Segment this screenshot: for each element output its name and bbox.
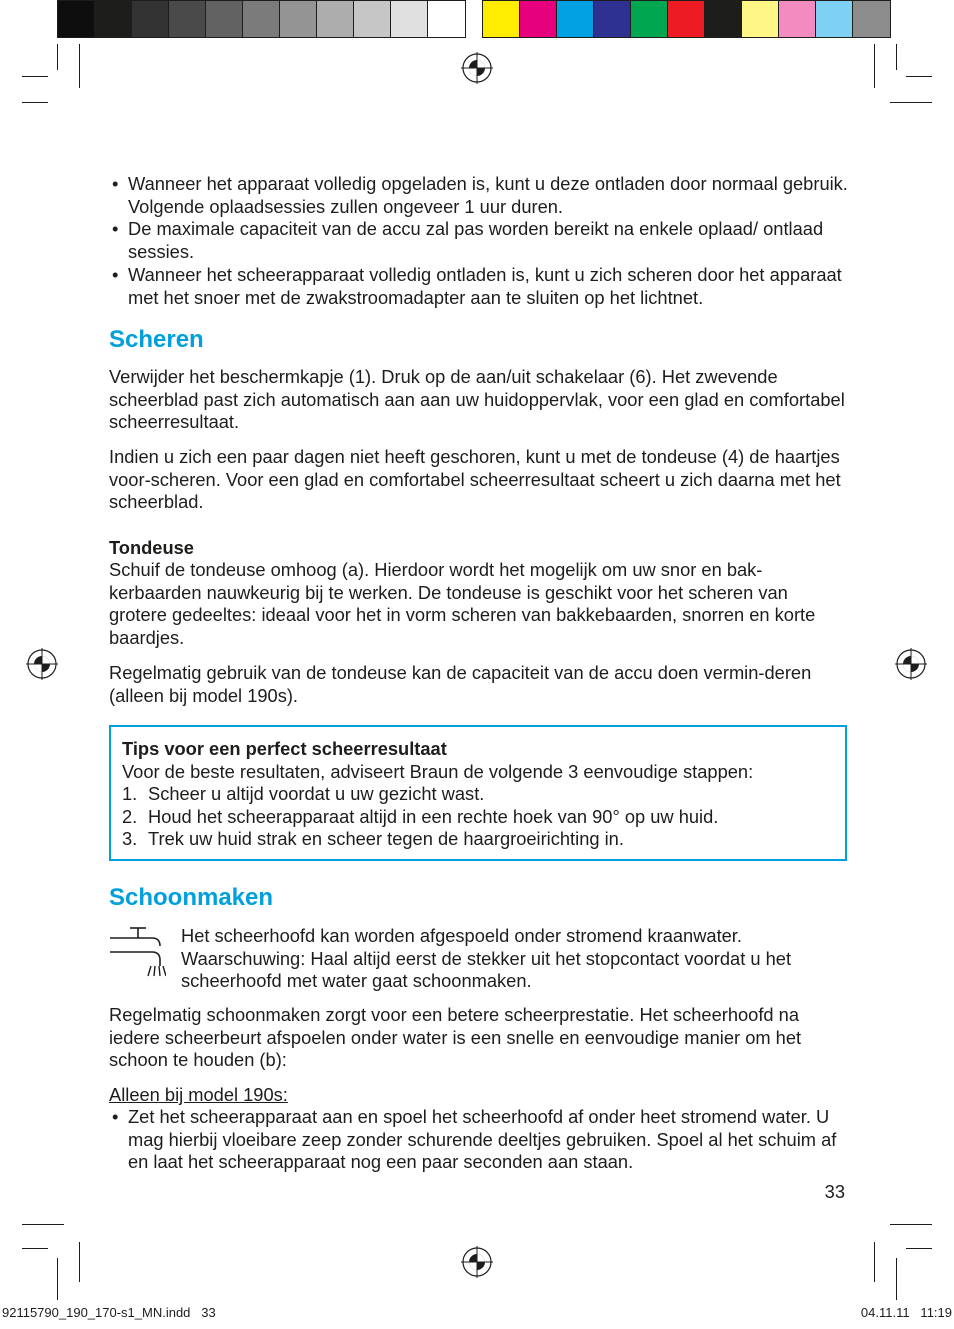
color-swatch — [95, 1, 132, 37]
scheren-paragraph: Verwijder het beschermkapje (1). Druk op de aan/uit schakelaar (6). Het zwevende scheerblad past zich automatisch aan aan uw huidoppervlak, voor een glad en comfortabel scheerresultaat. — [109, 366, 845, 433]
crop-mark — [79, 1242, 80, 1282]
color-swatch — [169, 1, 206, 37]
color-swatch — [705, 1, 742, 37]
intro-bullet: • De maximale capaciteit van de accu zal pas worden bereikt na enkele oplaad/ ontlaad sessies. — [110, 218, 850, 263]
crop-mark — [22, 1248, 48, 1249]
color-swatch — [243, 1, 280, 37]
registration-mark-icon — [26, 648, 58, 680]
color-swatch — [132, 1, 169, 37]
color-swatch — [483, 1, 520, 37]
section-heading-scheren: Scheren — [109, 326, 204, 353]
crop-mark — [22, 1224, 64, 1225]
registration-mark-icon — [461, 1246, 493, 1278]
color-swatch — [631, 1, 668, 37]
color-swatch — [742, 1, 779, 37]
intro-bullet: • Wanneer het apparaat volledig opgeladen is, kunt u deze ontladen door normaal gebruik. Volgende oplaadsessies zullen ongeveer 1 uur duren. — [110, 173, 850, 218]
subheading-tondeuse: Tondeuse — [109, 537, 194, 558]
page-number: 33 — [824, 1181, 845, 1202]
grayscale-color-bar — [57, 0, 466, 38]
step-number: 1. — [122, 783, 138, 805]
footer-filename: 92115790_190_170-s1_MN.indd 33 — [2, 1305, 216, 1320]
color-swatch — [391, 1, 428, 37]
crop-mark — [57, 1258, 58, 1300]
color-swatch — [317, 1, 354, 37]
tips-step — [122, 806, 836, 829]
schoonmaken-bullet: • Zet het scheerapparaat aan en spoel het scheerhoofd af onder heet stromend water. U mag hierbij vloeibare zeep zonder schurende deeltjes gebruiken. Spoel al het schuim af en laat het scheerapparaat nog een paar seconden aan staan. — [110, 1106, 850, 1174]
registration-mark-icon — [895, 648, 927, 680]
crop-mark — [57, 44, 58, 70]
tondeuse-paragraph: Schuif de tondeuse omhoog (a). Hierdoor wordt het mogelijk om uw snor en bak-kerbaarden nauwkeurig bij te werken. De tondeuse is geschikt voor het scheren van grotere gedeeltes: ideaal voor het in vorm scheren van bakkebaarden, snorren en korte baardjes. — [109, 559, 816, 648]
step-number: 3. — [122, 828, 138, 850]
step-text: Houd het scheerapparaat altijd in een rechte hoek van 90° op uw huid. — [148, 805, 719, 827]
color-swatch — [594, 1, 631, 37]
crop-mark — [874, 1242, 875, 1282]
crop-mark — [22, 76, 48, 77]
section-heading-schoonmaken: Schoonmaken — [109, 884, 274, 911]
crop-mark — [906, 76, 932, 77]
crop-mark — [906, 1248, 932, 1249]
crop-mark — [874, 44, 875, 88]
registration-mark-icon — [461, 52, 493, 84]
intro-bullet: • Wanneer het scheerapparaat volledig ontladen is, kunt u zich scheren door het apparaat met het snoer met de zwakstroomadapter aan te sluiten op het lichtnet. — [110, 264, 850, 309]
crop-mark — [79, 44, 80, 88]
color-swatch — [428, 1, 465, 37]
color-swatch — [668, 1, 705, 37]
model-label: Alleen bij model 190s: — [109, 1084, 288, 1105]
schoonmaken-icon-text: Het scheerhoofd kan worden afgespoeld onder stromend kraanwater. Waarschuwing: Haal altijd eerst de stekker uit het stopcontact voordat u het scheerhoofd met water gaat schoonmaken. — [181, 925, 792, 992]
footer-timestamp: 04.11.11 11:19 — [860, 1305, 952, 1320]
tips-step — [122, 828, 836, 851]
color-swatch — [520, 1, 557, 37]
schoonmaken-paragraph: Regelmatig schoonmaken zorgt voor een betere scheerprestatie. Het scheerhoofd na iedere scheerbeurt afspoelen onder water is een snelle en eenvoudige manier om het schoon te houden (b): — [109, 1004, 802, 1071]
step-text: Scheer u altijd voordat u uw gezicht wast. — [148, 783, 485, 805]
color-swatch — [206, 1, 243, 37]
process-color-bar — [482, 0, 891, 38]
color-swatch — [779, 1, 816, 37]
tondeuse-paragraph: Regelmatig gebruik van de tondeuse kan de capaciteit van de accu doen vermin-deren (alleen bij model 190s). — [109, 662, 812, 706]
scheren-paragraph: Indien u zich een paar dagen niet heeft geschoren, kunt u met de tondeuse (4) de haartjes voor-scheren. Voor een glad en comfortabel scheerresultaat scheert u zich daarna met het scheerblad. — [109, 446, 841, 513]
crop-mark — [890, 102, 932, 103]
color-swatch — [816, 1, 853, 37]
step-number: 2. — [122, 805, 138, 827]
tips-step — [122, 783, 836, 806]
tips-intro: Voor de beste resultaten, adviseert Braun de volgende 3 eenvoudige stappen: — [122, 760, 754, 782]
color-swatch — [280, 1, 317, 37]
color-swatch — [354, 1, 391, 37]
tips-box — [109, 725, 847, 861]
step-text: Trek uw huid strak en scheer tegen de haargroeirichting in. — [148, 828, 624, 850]
crop-mark — [896, 44, 897, 70]
color-swatch — [58, 1, 95, 37]
water-tap-icon — [108, 926, 166, 978]
crop-mark — [896, 1258, 897, 1300]
color-swatch — [853, 1, 890, 37]
tips-heading: Tips voor een perfect scheerresultaat — [122, 738, 447, 759]
crop-mark — [22, 102, 48, 103]
crop-mark — [890, 1224, 932, 1225]
color-swatch — [557, 1, 594, 37]
